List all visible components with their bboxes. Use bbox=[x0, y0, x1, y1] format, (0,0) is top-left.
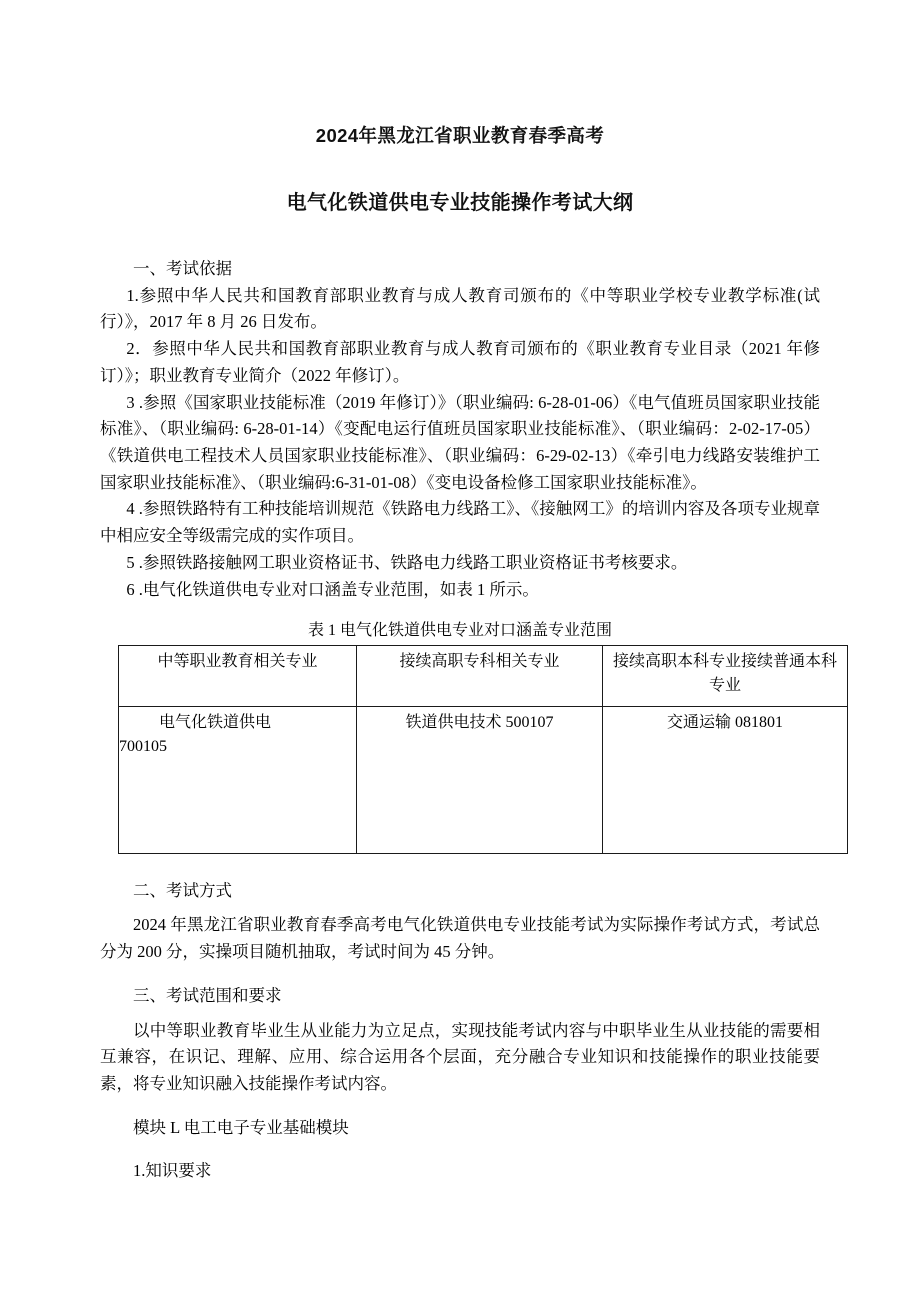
knowledge-requirement-heading: 1.知识要求 bbox=[133, 1161, 212, 1181]
table-header-cell: 中等职业教育相关专业 bbox=[119, 645, 357, 706]
document-title-sub: 电气化铁道供电专业技能操作考试大纲 bbox=[286, 192, 634, 214]
table-header-row bbox=[119, 645, 848, 706]
table-cell-secondary-major bbox=[119, 706, 357, 853]
list-item: 2．参照中华人民共和国教育部职业教育与成人教育司颁布的《职业教育专业目录（2021 年修订）》；职业教育专业简介（2022 年修订）。 bbox=[100, 339, 820, 385]
section-exam-basis bbox=[100, 256, 820, 603]
module-heading: 模块 L 电工电子专业基础模块 bbox=[133, 1117, 349, 1137]
list-item: 3 .参照《国家职业技能标准（2019 年修订）》（职业编码: 6-28-01-06）《电气值班员国家职业技能标准》、（职业编码: 6-28-01-14）《变配电运行值班员国家职业技能标准》、（职业编码：2-02-17-05）《铁道供电工程技术人员国家职业技能标准》、（职业编码：6-29-02-13）《牵引电力线路安装维护工国家职业技能标准》、（职业编码:6-31-01-08）《变电设备检修工国家职业技能标准》。 bbox=[100, 392, 820, 492]
section-1-items bbox=[100, 283, 820, 604]
table-row bbox=[119, 706, 848, 853]
table-cell-vocational-college-major: 铁道供电技术 500107 bbox=[357, 706, 603, 853]
list-item: 6 .电气化铁道供电专业对口涵盖专业范围，如表 1 所示。 bbox=[126, 579, 539, 599]
table-block bbox=[100, 620, 837, 853]
list-item: 5 .参照铁路接触网工职业资格证书、铁路电力线路工职业资格证书考核要求。 bbox=[126, 552, 688, 572]
table-header-cell: 接续高职本科专业接续普通本科专业 bbox=[603, 645, 848, 706]
list-item: 1.参照中华人民共和国教育部职业教育与成人教育司颁布的《中等职业学校专业教学标准(试行）》，2017 年 8 月 26 日发布。 bbox=[100, 285, 820, 332]
section-3-paragraph: 以中等职业教育毕业生从业能力为立足点，实现技能考试内容与中职毕业生从业技能的需要相互兼容，在识记、理解、应用、综合运用各个层面，充分融合专业知识和技能操作的职业技能要素，将专业知识融入技能操作考试内容。 bbox=[100, 1020, 820, 1094]
section-1-heading: 一、考试依据 bbox=[133, 259, 232, 278]
page-content bbox=[100, 0, 837, 1185]
list-item: 4 .参照铁路特有工种技能培训规范《铁路电力线路工》、《接触网工》的培训内容及各项专业规章中相应安全等级需完成的实作项目。 bbox=[100, 499, 820, 546]
section-3-heading: 三、考试范围和要求 bbox=[133, 985, 282, 1005]
document-title-main: 2024年黑龙江省职业教育春季高考 bbox=[315, 125, 605, 146]
section-exam-scope bbox=[100, 983, 820, 1185]
major-name: 电气化铁道供电 bbox=[159, 713, 272, 731]
section-exam-method bbox=[100, 878, 820, 966]
section-2-paragraph: 2024 年黑龙江省职业教育春季高考电气化铁道供电专业技能考试为实际操作考试方式，考试总分为 200 分，实操项目随机抽取，考试时间为 45 分钟。 bbox=[100, 915, 820, 962]
major-coverage-table bbox=[118, 645, 848, 854]
table-cell-undergraduate-major: 交通运输 081801 bbox=[603, 706, 848, 853]
table-header-cell: 接续高职专科相关专业 bbox=[357, 645, 603, 706]
major-code: 700105 bbox=[119, 737, 167, 755]
table-caption: 表 1 电气化铁道供电专业对口涵盖专业范围 bbox=[307, 622, 612, 640]
section-2-heading: 二、考试方式 bbox=[133, 880, 232, 900]
